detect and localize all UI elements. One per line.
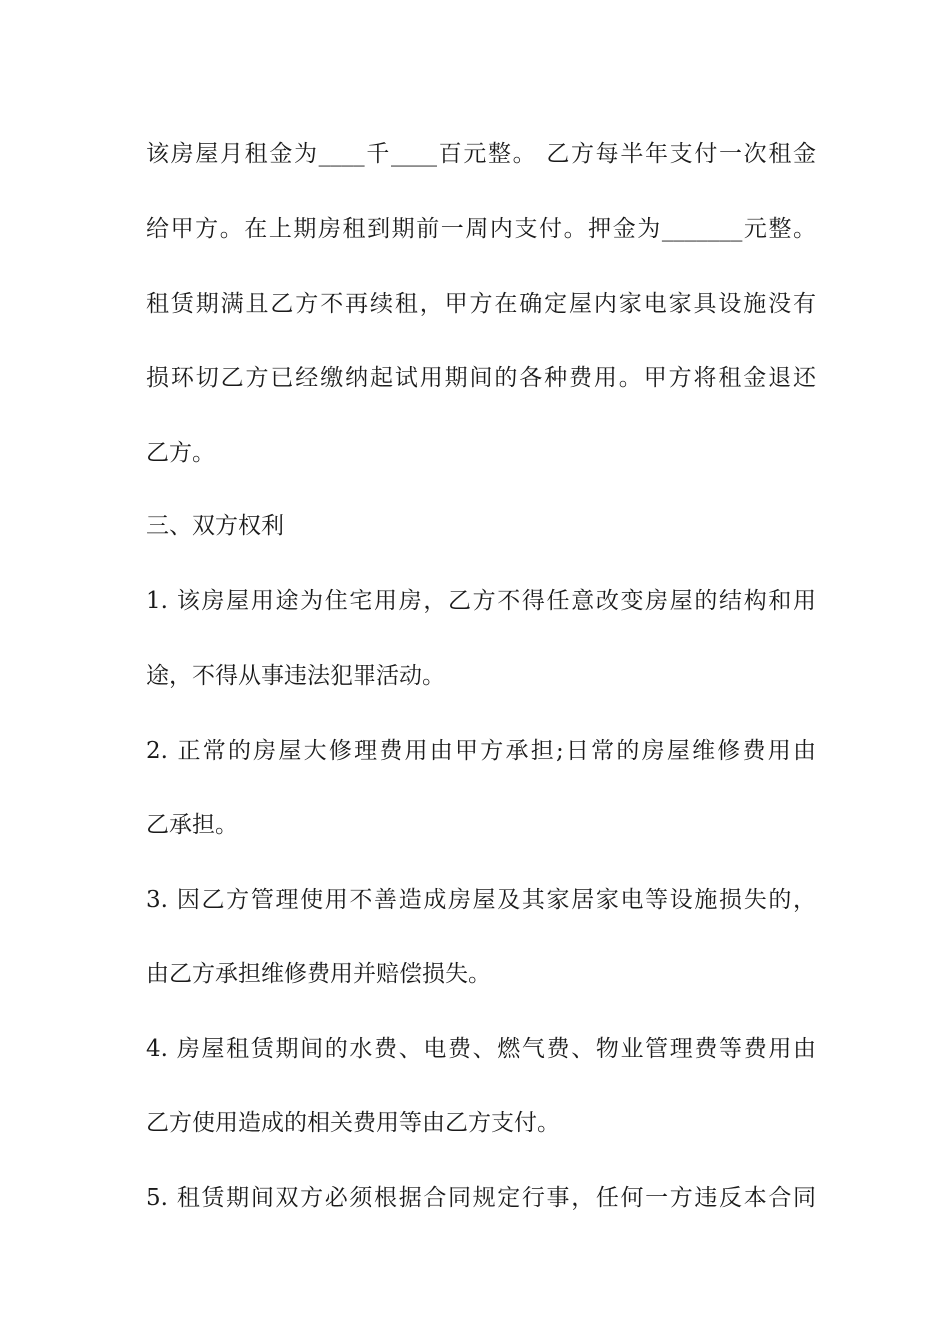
list-item-line: 乙方使用造成的相关费用等由乙方支付。 (146, 1110, 560, 1136)
section-heading: 三、双方权利 (146, 513, 284, 539)
paragraph-line: 给甲方。在上期房租到期前一周内支付。押金为_______元整。 (146, 216, 816, 242)
list-item-line: 4. 房屋租赁期间的水费、电费、燃气费、物业管理费等费用由 (146, 1036, 816, 1062)
list-item-line: 5. 租赁期间双方必须根据合同规定行事，任何一方违反本合同 (146, 1185, 816, 1211)
paragraph-line: 乙方。 (146, 440, 215, 466)
paragraph-line: 租赁期满且乙方不再续租，甲方在确定屋内家电家具设施没有 (146, 291, 816, 317)
paragraph-line: 损环切乙方已经缴纳起试用期间的各种费用。甲方将租金退还 (146, 365, 816, 391)
list-item-line: 途，不得从事违法犯罪活动。 (146, 663, 445, 689)
list-item-line: 乙承担。 (146, 812, 238, 838)
list-item-line: 2. 正常的房屋大修理费用由甲方承担;日常的房屋维修费用由 (146, 738, 816, 764)
list-item-line: 1. 该房屋用途为住宅用房，乙方不得任意改变房屋的结构和用 (146, 588, 816, 614)
paragraph-line: 该房屋月租金为____千____百元整。 乙方每半年支付一次租金 (146, 141, 816, 167)
list-item-line: 由乙方承担维修费用并赔偿损失。 (146, 961, 491, 987)
list-item-line: 3. 因乙方管理使用不善造成房屋及其家居家电等设施损失的， (146, 887, 816, 913)
